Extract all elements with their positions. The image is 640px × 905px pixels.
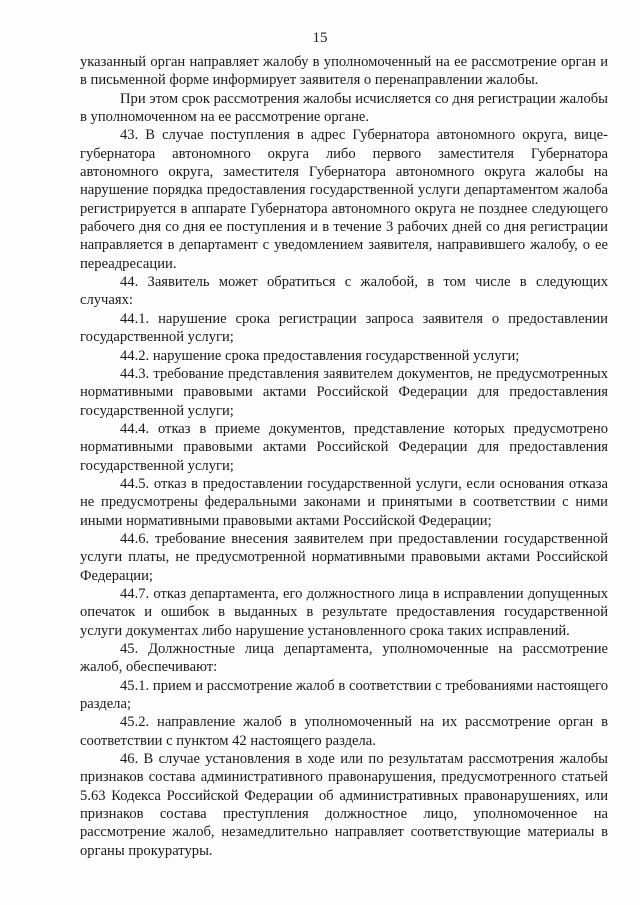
page-number: 15 <box>312 30 328 46</box>
paragraph-45-2: 45.2. направление жалоб в уполномоченный на их рассмотрение орган в соответствии с пунктом 42 настоящего раздела. <box>80 714 608 749</box>
paragraph-46: 46. В случае установления в ходе или по результатам рассмотрения жалобы признаков состава административного правонарушения, предусмотренного статьей 5.63 Кодекса Российской Федерации об административных правонарушениях, или признаков состава преступления должностное лицо, уполномоченное на рассмотрение жалоб, незамедлительно направляет соответствующие материалы в органы прокуратуры. <box>80 751 608 859</box>
paragraph-review-period: При этом срок рассмотрения жалобы исчисляется со дня регистрации жалобы в уполномоченном на ее рассмотрение органе. <box>80 90 608 126</box>
paragraph-45-1: 45.1. прием и рассмотрение жалоб в соответствии с требованиями настоящего раздела; <box>80 677 608 713</box>
paragraph-continuation: указанный орган направляет жалобу в уполномоченный на ее рассмотрение орган и в письменной форме информирует заявителя о перенаправлении жалобы. <box>80 54 608 89</box>
paragraph-43: 43. В случае поступления в адрес Губернатора автономного округа, вице-губернатора автономного округа либо первого заместителя Губернатора автономного округа, заместителя Губернатора автономного округа жалобы на нарушение порядка предоставления государственной услуги департаментом жалоба регистрируется в аппарате Губернатора автономного округа не позднее следующего рабочего дня со дня ее поступления и в течение 3 рабочих дней со дня регистрации направляется в департамент с уведомлением заявителя, направившего жалобу, о ее переадресации. <box>80 127 608 272</box>
paragraph-44-6: 44.6. требование внесения заявителем при предоставлении государственной услуги платы, не предусмотренной нормативными правовыми актами Российской Федерации; <box>80 530 608 584</box>
paragraph-44-7: 44.7. отказ департамента, его должностного лица в исправлении допущенных опечаток и ошибок в выданных в результате предоставления государственной услуги документах либо нарушение установленного срока таких исправлений. <box>80 585 608 639</box>
document-body <box>80 53 608 860</box>
paragraph-44-4: 44.4. отказ в приеме документов, представление которых предусмотрено нормативными правовыми актами Российской Федерации для предоставления государственной услуги; <box>80 420 608 474</box>
paragraph-44-2: 44.2. нарушение срока предоставления государственной услуги; <box>120 347 520 364</box>
paragraph-44-1: 44.1. нарушение срока регистрации запроса заявителя о предоставлении государственной услуги; <box>80 310 608 346</box>
paragraph-44-5: 44.5. отказ в предоставлении государственной услуги, если основания отказа не предусмотрены федеральными законами и принятыми в соответствии с ними иными нормативными правовыми актами Российской Федерации; <box>80 475 608 529</box>
paragraph-45: 45. Должностные лица департамента, уполномоченные на рассмотрение жалоб, обеспечивают: <box>80 641 608 676</box>
paragraph-44: 44. Заявитель может обратиться с жалобой, в том числе в следующих случаях: <box>80 274 608 309</box>
paragraph-44-3: 44.3. требование представления заявителем документов, не предусмотренных нормативными правовыми актами Российской Федерации для предоставления государственной услуги; <box>80 365 608 419</box>
